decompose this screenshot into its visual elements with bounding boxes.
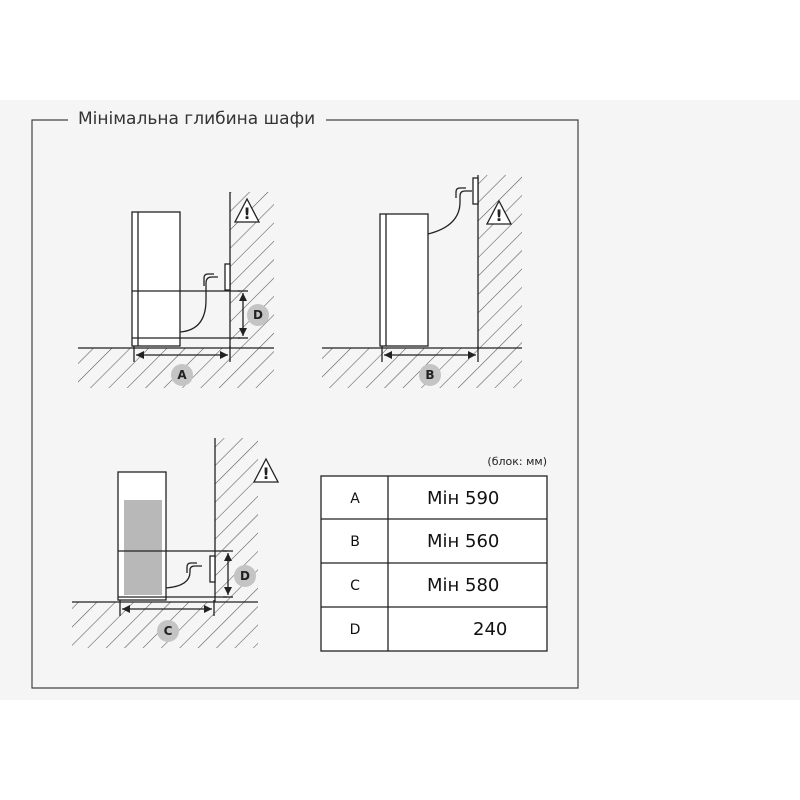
badge-b: B: [425, 368, 435, 382]
warning-icon: !: [243, 204, 251, 223]
frame-title: Мінімальна глибина шафи: [78, 109, 316, 129]
badge-d: D: [240, 569, 250, 583]
warning-icon: !: [262, 464, 270, 483]
table-cell-value: Мін 590: [427, 488, 500, 509]
diagram-c: [72, 438, 278, 648]
badge-a: A: [177, 368, 187, 382]
table-cell-value: 240: [473, 619, 508, 640]
diagram-a: [78, 192, 274, 388]
table-cell-label: B: [350, 534, 360, 550]
table-cell-label: C: [350, 578, 360, 594]
table-cell-label: A: [350, 491, 360, 507]
unit-note: (блок: мм): [487, 455, 547, 468]
wall-c: [215, 438, 258, 648]
badge-d: D: [253, 308, 263, 322]
diagram-b: [322, 175, 522, 388]
badge-c: C: [163, 624, 173, 638]
table-cell-value: Мін 580: [427, 575, 500, 596]
table-cell-label: D: [349, 622, 361, 638]
warning-icon: !: [495, 206, 503, 225]
table-cell-value: Мін 560: [427, 531, 500, 552]
